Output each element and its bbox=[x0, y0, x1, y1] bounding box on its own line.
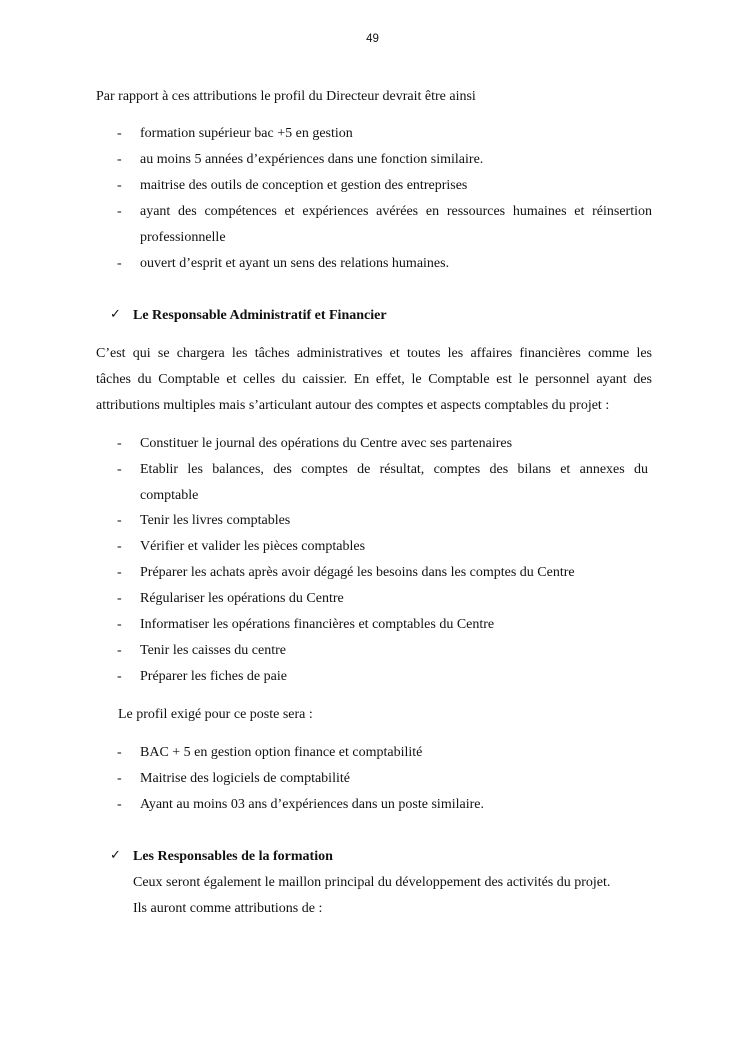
bullet-dash: - bbox=[117, 152, 122, 167]
section-heading-formation: Les Responsables de la formation bbox=[133, 849, 333, 864]
section-heading-raf: Le Responsable Administratif et Financier bbox=[133, 308, 387, 323]
bullet-dash: - bbox=[117, 745, 122, 760]
bullet-dash: - bbox=[117, 462, 122, 477]
list-item: maitrise des outils de conception et gestion des entreprises bbox=[140, 178, 468, 193]
list-item: Ayant au moins 03 ans d’expériences dans un poste similaire. bbox=[140, 797, 484, 812]
bullet-dash: - bbox=[117, 436, 122, 451]
bullet-dash: - bbox=[117, 256, 122, 271]
paragraph-line: attributions multiples mais s’articulant autour des comptes et aspects comptables du projet : bbox=[96, 398, 610, 413]
list-item: formation supérieur bac +5 en gestion bbox=[140, 126, 353, 141]
list-item: Préparer les fiches de paie bbox=[140, 669, 287, 684]
bullet-dash: - bbox=[117, 669, 122, 684]
bullet-dash: - bbox=[117, 126, 122, 141]
bullet-dash: - bbox=[117, 539, 122, 554]
list-item: Vérifier et valider les pièces comptables bbox=[140, 539, 366, 554]
list-item: ayant des compétences et expériences avérées en ressources humaines et réinsertion bbox=[140, 204, 652, 219]
list-item-continuation: comptable bbox=[140, 488, 199, 503]
paragraph-line: Ceux seront également le maillon principal du développement des activités du projet. bbox=[133, 875, 611, 890]
list-item: Informatiser les opérations financières et comptables du Centre bbox=[140, 617, 495, 632]
paragraph-line: tâches du Comptable et celles du caissier. En effet, le Comptable est le personnel ayant des bbox=[96, 372, 652, 387]
list-item-continuation: professionnelle bbox=[140, 230, 226, 245]
list-item: ouvert d’esprit et ayant un sens des relations humaines. bbox=[140, 256, 450, 271]
checkmark-icon: ✓ bbox=[110, 307, 121, 322]
list-item: au moins 5 années d’expériences dans une fonction similaire. bbox=[140, 152, 484, 167]
list-item: Maitrise des logiciels de comptabilité bbox=[140, 771, 350, 786]
bullet-dash: - bbox=[117, 178, 122, 193]
bullet-dash: - bbox=[117, 797, 122, 812]
paragraph-line: C’est qui se chargera les tâches administratives et toutes les affaires financières comme les bbox=[96, 346, 652, 361]
list-item: BAC + 5 en gestion option finance et comptabilité bbox=[140, 745, 423, 760]
profile-intro: Le profil exigé pour ce poste sera : bbox=[118, 707, 313, 722]
bullet-dash: - bbox=[117, 204, 122, 219]
list-item: Tenir les caisses du centre bbox=[140, 643, 286, 658]
list-item: Régulariser les opérations du Centre bbox=[140, 591, 344, 606]
bullet-dash: - bbox=[117, 565, 122, 580]
page-number: 49 bbox=[366, 33, 379, 45]
bullet-dash: - bbox=[117, 617, 122, 632]
bullet-dash: - bbox=[117, 643, 122, 658]
bullet-dash: - bbox=[117, 591, 122, 606]
checkmark-icon: ✓ bbox=[110, 848, 121, 863]
bullet-dash: - bbox=[117, 513, 122, 528]
paragraph-line: Ils auront comme attributions de : bbox=[133, 901, 323, 916]
intro-paragraph: Par rapport à ces attributions le profil du Directeur devrait être ainsi bbox=[96, 89, 476, 104]
list-item: Etablir les balances, des comptes de résultat, comptes des bilans et annexes du bbox=[140, 462, 648, 477]
bullet-dash: - bbox=[117, 771, 122, 786]
list-item: Tenir les livres comptables bbox=[140, 513, 291, 528]
list-item: Constituer le journal des opérations du Centre avec ses partenaires bbox=[140, 436, 513, 451]
list-item: Préparer les achats après avoir dégagé les besoins dans les comptes du Centre bbox=[140, 565, 575, 580]
